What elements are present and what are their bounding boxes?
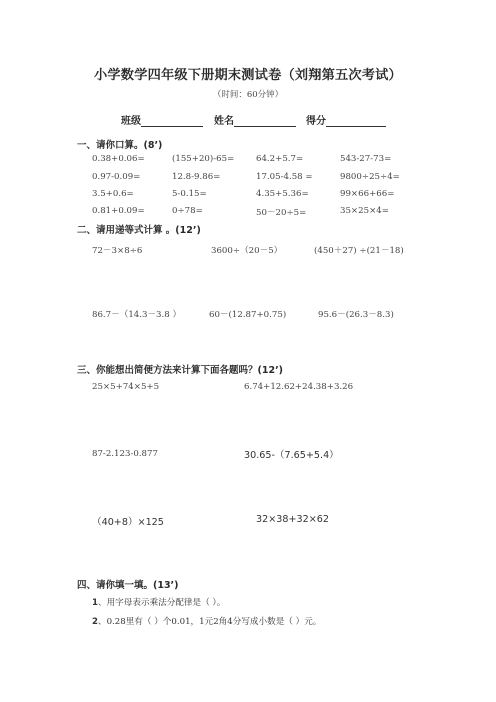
mental-problem: 17.05-4.58 = [256, 172, 313, 182]
simplify-problem: 30.65-（7.65+5.4） [244, 450, 339, 461]
mental-problem: 4.35+5.36= [256, 189, 309, 199]
mental-problem: 543-27-73= [340, 154, 392, 164]
class-blank[interactable] [141, 115, 203, 127]
fill-item [92, 596, 225, 608]
simplify-problem: （40+8）×125 [92, 517, 164, 528]
fill-item [92, 615, 321, 627]
fill-item-number: 2 [92, 617, 98, 627]
section4-heading: 四、请你填一填。(13’) [77, 580, 179, 591]
class-field [121, 112, 203, 127]
mental-problem: 0÷78= [172, 206, 203, 216]
fill-item-text: 、用字母表示乘法分配律是（ ）。 [97, 598, 226, 608]
mental-problem: 50－20÷5= [256, 208, 307, 218]
calc-problem: 72－3×8÷6 [92, 246, 143, 256]
calc-problem: 60－(12.87+0.75) [209, 310, 287, 320]
simplify-problem: 6.74+12.62+24.38+3.26 [244, 382, 354, 392]
mental-problem: 64.2+5.7= [256, 154, 304, 164]
mental-problem: 9800÷25÷4= [340, 172, 400, 182]
simplify-problem: 25×5+74×5+5 [92, 382, 160, 392]
simplify-problem: 87-2.123-0.877 [92, 449, 158, 459]
mental-problem: 99×66+66= [340, 189, 395, 199]
calc-problem: 86.7－（14.3－3.8 ） [92, 310, 182, 320]
mental-problem: (155+20)-65= [172, 154, 235, 164]
mental-problem: 12.8-9.86= [172, 172, 221, 182]
mental-problem: 0.97-0.09= [92, 172, 141, 182]
calc-problem: (450＋27) ÷(21－18) [314, 246, 404, 256]
mental-problem: 5-0.15= [172, 189, 207, 199]
name-label: 姓名 [214, 116, 234, 127]
section3-heading: 三、你能想出简便方法来计算下面各题吗？(12’) [77, 365, 284, 376]
name-field [214, 112, 296, 127]
calc-problem: 3600÷（20－5） [211, 246, 283, 256]
mental-problem: 0.81+0.09= [92, 206, 145, 216]
score-label: 得分 [306, 116, 326, 127]
exam-duration: （时间：60分钟） [212, 90, 284, 100]
name-blank[interactable] [234, 115, 296, 127]
class-label: 班级 [121, 116, 141, 127]
calc-problem: 95.6－(26.3－8.3) [318, 310, 394, 320]
mental-problem: 35×25×4= [340, 206, 389, 216]
mental-problem: 3.5+0.6= [92, 189, 134, 199]
page-title: 小学数学四年级下册期末测试卷（刘翔第五次考试） [94, 68, 402, 83]
fill-item-text: 、0.28里有（ ）个0.01，1元2角4分写成小数是（ ）元。 [97, 617, 322, 627]
section2-heading: 二、请用递等式计算 。(12’) [77, 225, 201, 236]
mental-problem: 0.38+0.06= [92, 154, 145, 164]
score-blank[interactable] [326, 115, 386, 127]
section1-heading: 一、请你口算。(8’) [77, 140, 163, 151]
score-field [306, 112, 386, 127]
fill-item-number: 1 [92, 598, 98, 608]
simplify-problem: 32×38+32×62 [256, 514, 329, 525]
